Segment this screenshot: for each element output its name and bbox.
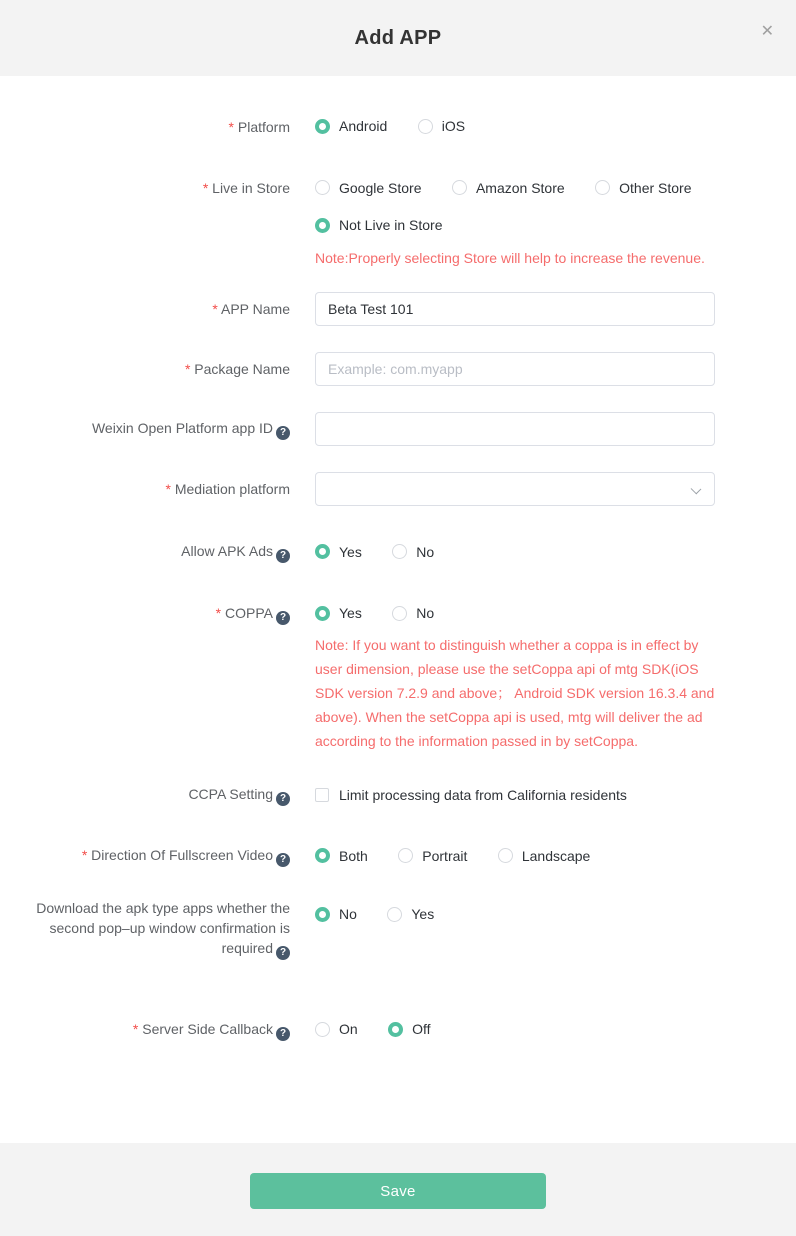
help-icon[interactable]: ? [276, 946, 290, 960]
help-icon[interactable]: ? [276, 426, 290, 440]
app-name-row [0, 292, 796, 326]
fullscreen-video-direction-row [0, 845, 796, 869]
radio-label: Google Store [339, 179, 422, 196]
coppa-no-radio[interactable] [392, 602, 434, 624]
platform-row [0, 115, 796, 139]
apk-second-popup-label: Download the apk type apps whether the second pop–up window confirmation is required ? [36, 900, 290, 958]
close-icon[interactable]: ✕ [760, 23, 774, 40]
modal-footer [0, 1143, 796, 1236]
live-in-store-row [0, 177, 796, 201]
ccpa-setting-label: CCPA Setting ? [0, 784, 315, 806]
page-title: Add APP [354, 26, 442, 49]
apk-second-popup-row [0, 898, 796, 960]
checkbox-label: Limit processing data from California residents [339, 786, 627, 803]
direction-landscape-radio[interactable] [498, 845, 591, 867]
radio-dot-icon [388, 1022, 403, 1037]
server-side-callback-row [0, 1018, 796, 1042]
platform-android-radio[interactable] [315, 115, 387, 137]
coppa-label: * COPPA ? [0, 603, 315, 625]
popup-yes-radio[interactable] [387, 903, 434, 925]
radio-label: Off [412, 1021, 431, 1037]
mediation-platform-row [0, 472, 796, 506]
radio-label: No [416, 543, 435, 560]
fullscreen-video-direction-label: * Direction Of Fullscreen Video ? [0, 845, 315, 867]
radio-label: Other Store [619, 179, 692, 196]
direction-both-radio[interactable] [315, 845, 368, 867]
live-in-store-row-2 [0, 214, 796, 238]
weixin-app-id-label: Weixin Open Platform app ID ? [0, 418, 315, 440]
store-amazon-radio[interactable] [452, 177, 565, 199]
radio-dot-icon [315, 180, 330, 195]
coppa-row [0, 602, 796, 626]
help-icon[interactable]: ? [276, 611, 290, 625]
allow-apk-ads-label: Allow APK Ads ? [0, 541, 315, 563]
app-name-label: * APP Name [0, 299, 315, 319]
package-name-input[interactable] [315, 352, 715, 386]
direction-portrait-radio[interactable] [398, 845, 467, 867]
radio-label: Yes [411, 906, 435, 922]
popup-no-radio[interactable] [315, 903, 357, 925]
modal-header [0, 0, 796, 76]
coppa-note: Note: If you want to distinguish whether a coppa is in effect by user dimension, please use the setCoppa api of mtg SDK(iOS SDK version 7.2.9 and above； Android SDK version 16.3.4 and above). When the setCoppa api is used, mtg will deliver the ad according to the information passed in by setCoppa. [315, 636, 715, 749]
callback-on-radio[interactable] [315, 1018, 358, 1040]
radio-dot-icon [595, 180, 610, 195]
radio-dot-icon [392, 544, 407, 559]
help-icon[interactable]: ? [276, 853, 290, 867]
checkbox-icon [315, 788, 329, 802]
radio-dot-icon [315, 907, 330, 922]
live-in-store-label: * Live in Store [0, 178, 315, 198]
platform-label: * Platform [0, 117, 315, 137]
help-icon[interactable]: ? [276, 1027, 290, 1041]
ccpa-limit-checkbox[interactable] [315, 784, 627, 806]
callback-off-radio[interactable] [388, 1018, 430, 1040]
apk-ads-no-radio[interactable] [392, 541, 434, 563]
radio-dot-icon [387, 907, 402, 922]
store-google-radio[interactable] [315, 177, 422, 199]
radio-label: No [416, 605, 435, 621]
radio-label: Yes [339, 543, 362, 560]
server-side-callback-label: * Server Side Callback ? [0, 1019, 315, 1041]
allow-apk-ads-row [0, 541, 796, 565]
radio-dot-icon [498, 848, 513, 863]
radio-label: Both [339, 847, 368, 864]
chevron-down-icon [691, 483, 702, 494]
radio-label: Portrait [422, 847, 468, 864]
radio-label: Landscape [521, 847, 591, 864]
radio-label: On [339, 1021, 358, 1037]
radio-label: Yes [339, 605, 362, 621]
radio-dot-icon [315, 848, 330, 863]
mediation-platform-label: * Mediation platform [0, 479, 315, 499]
package-name-label: * Package Name [0, 359, 315, 379]
ccpa-setting-row [0, 784, 796, 807]
radio-dot-icon [315, 1022, 330, 1037]
radio-dot-icon [452, 180, 467, 195]
radio-dot-icon [315, 119, 330, 134]
app-name-input[interactable] [315, 292, 715, 326]
radio-label: No [339, 906, 357, 922]
weixin-app-id-input[interactable] [315, 412, 715, 446]
store-note-row [0, 246, 796, 270]
package-name-row [0, 352, 796, 386]
weixin-app-id-row [0, 412, 796, 446]
radio-dot-icon [315, 218, 330, 233]
coppa-note-row [0, 633, 796, 753]
radio-label: Amazon Store [475, 179, 565, 196]
coppa-yes-radio[interactable] [315, 602, 362, 624]
store-not-live-radio[interactable] [315, 214, 443, 236]
radio-label: Not Live in Store [339, 217, 443, 233]
radio-label: Android [339, 118, 388, 134]
apk-ads-yes-radio[interactable] [315, 541, 362, 563]
radio-dot-icon [315, 606, 330, 621]
radio-label: iOS [441, 118, 466, 134]
radio-dot-icon [392, 606, 407, 621]
platform-ios-radio[interactable] [418, 115, 465, 137]
mediation-platform-select[interactable] [315, 472, 715, 506]
store-note: Note:Properly selecting Store will help to increase the revenue. [315, 249, 705, 266]
add-app-form [0, 76, 796, 1042]
save-button[interactable]: Save [250, 1173, 546, 1209]
radio-dot-icon [418, 119, 433, 134]
help-icon[interactable]: ? [276, 792, 290, 806]
radio-dot-icon [398, 848, 413, 863]
help-icon[interactable]: ? [276, 549, 290, 563]
radio-dot-icon [315, 544, 330, 559]
store-other-radio[interactable] [595, 177, 691, 199]
